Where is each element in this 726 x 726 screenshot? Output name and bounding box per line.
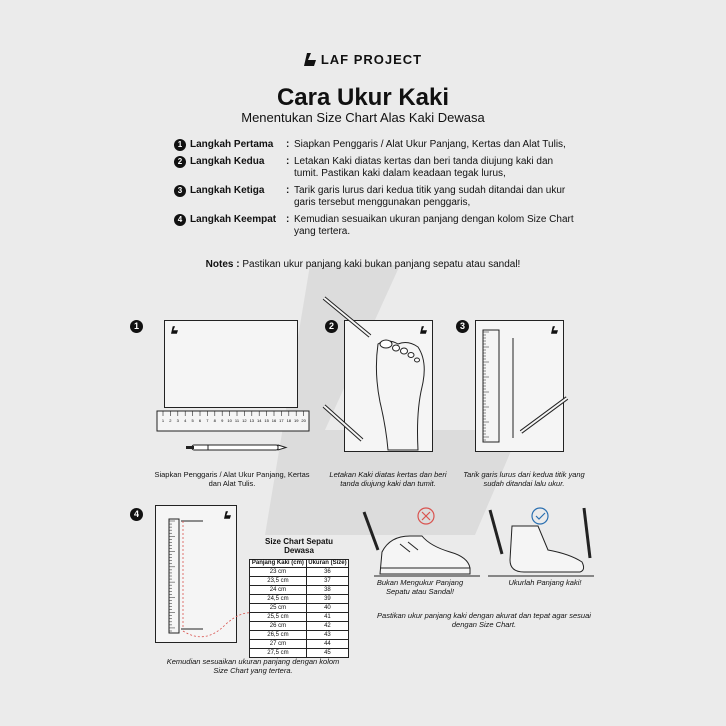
- ruler-tick-label: 14: [256, 418, 262, 423]
- foot-on-paper-illustration: [318, 292, 438, 452]
- step-description: Siapkan Penggaris / Alat Ukur Panjang, Kertas dan Alat Tulis,: [294, 139, 566, 150]
- size-chart-row: [250, 577, 349, 586]
- size-chart-row: [250, 586, 349, 595]
- size-chart-size-cell: 43: [306, 631, 348, 640]
- ruler-tick-label: 2: [169, 418, 172, 423]
- ruler-tick-label: 19: [293, 418, 299, 423]
- size-chart-length-cell: 26 cm: [250, 622, 307, 631]
- step-item: 3 Langkah Ketiga : Tarik garis lurus dari kedua titik yang sudah ditandai dan ukur garis tersebut menggunakan penggaris,: [174, 185, 574, 209]
- right-caption: Ukurlah Panjang kaki!: [508, 578, 582, 587]
- ruler-tick-label: 12: [242, 418, 247, 423]
- panel-1-caption: Siapkan Penggaris / Alat Ukur Panjang, Kertas dan Alat Tulis.: [154, 470, 310, 488]
- size-chart-size-cell: 41: [306, 613, 348, 622]
- step-description: Letakan Kaki diatas kertas dan beri tanda diujung kaki dan tumit. Pastikan kaki dalam keadaan tegak lurus,: [294, 156, 554, 179]
- ruler-measure-illustration: [475, 320, 575, 450]
- pen-icon: [521, 398, 567, 432]
- ruler-tick-label: 16: [271, 418, 277, 423]
- size-chart-row: [250, 640, 349, 649]
- size-chart-title: Size Chart Sepatu Dewasa: [264, 537, 333, 555]
- size-chart-size-cell: 36: [306, 568, 348, 577]
- ruler-tick-label: 6: [198, 418, 202, 423]
- size-chart-header-length: Panjang Kaki (cm): [250, 560, 307, 568]
- panel-1-badge: 1: [130, 320, 143, 333]
- size-chart-table: [249, 559, 349, 658]
- step-name: Langkah Ketiga: [190, 185, 265, 196]
- notes: [0, 259, 726, 270]
- wrong-cross-icon: [418, 508, 434, 524]
- ruler-and-pen-illustration: [156, 410, 312, 470]
- size-chart-row: [250, 631, 349, 640]
- size-chart-row: [250, 568, 349, 577]
- step-number: 1: [174, 139, 186, 151]
- step-description: Tarik garis lurus dari kedua titik yang sudah ditandai dan ukur garis tersebut menggunakan penggaris,: [294, 185, 566, 208]
- size-chart-size-cell: 40: [306, 604, 348, 613]
- arrow-path: [183, 613, 253, 637]
- notes-text: Pastikan ukur panjang kaki bukan panjang sepatu atau sandal!: [242, 259, 521, 270]
- notes-label: Notes :: [205, 259, 240, 270]
- size-chart-length-cell: 26,5 cm: [250, 631, 307, 640]
- ruler-tick-label: 20: [301, 418, 306, 423]
- panel-2-badge: 2: [325, 320, 338, 333]
- ruler-tick-label: 9: [221, 418, 224, 423]
- ruler-tick-label: 8: [213, 418, 216, 423]
- step-number: 4: [174, 214, 186, 226]
- ruler-tick-label: 3: [176, 418, 179, 423]
- size-chart-row: [250, 613, 349, 622]
- steps-list: [174, 139, 574, 243]
- compare-note: Pastikan ukur panjang kaki dengan akurat dan tepat agar sesuai dengan Size Chart.: [377, 611, 591, 629]
- pen-icon: [324, 406, 362, 440]
- foot-icon: [376, 340, 424, 450]
- brand-header: [0, 52, 726, 67]
- step-description: Kemudian sesuaikan ukuran panjang dengan kolom Size Chart yang tertera.: [294, 214, 574, 237]
- ruler-tick-label: 15: [264, 418, 269, 423]
- size-chart-size-cell: 38: [306, 586, 348, 595]
- step-item: 2 Langkah Kedua : Letakan Kaki diatas kertas dan beri tanda diujung kaki dan tumit. Pastikan kaki dalam keadaan tegak lurus,: [174, 156, 574, 180]
- shoe-icon: [380, 536, 470, 574]
- pen-icon: [364, 512, 378, 550]
- size-chart-length-cell: 27,5 cm: [250, 649, 307, 658]
- size-chart-row: [250, 604, 349, 613]
- step-name: Langkah Keempat: [190, 214, 277, 225]
- panel-2-caption: Letakan Kaki diatas kertas dan beri tanda diujung kaki dan tumit.: [329, 470, 447, 488]
- panel-4-caption: Kemudian sesuaikan ukuran panjang dengan kolom Size Chart yang tertera.: [166, 657, 340, 675]
- foot-icon: [510, 526, 584, 572]
- size-chart-length-cell: 27 cm: [250, 640, 307, 649]
- step-number: 2: [174, 156, 186, 168]
- size-chart-size-cell: 39: [306, 595, 348, 604]
- size-chart-header-size: Ukuran (Size): [308, 560, 347, 566]
- panel-3-caption: Tarik garis lurus dari kedua titik yang sudah ditandai lalu ukur.: [463, 470, 585, 488]
- size-chart-size-cell: 44: [306, 640, 348, 649]
- ruler-tick-label: 13: [249, 418, 255, 423]
- ruler-tick-label: 5: [191, 418, 194, 423]
- page-title: Cara Ukur Kaki: [276, 84, 450, 111]
- panel-3-badge: 3: [456, 320, 469, 333]
- size-chart: [249, 537, 349, 658]
- size-chart-length-cell: 25 cm: [250, 604, 307, 613]
- step-number: 3: [174, 185, 186, 197]
- brand-logo-icon: [304, 53, 316, 66]
- paper-logo-icon: [171, 326, 178, 334]
- size-chart-size-cell: 37: [306, 577, 348, 586]
- panel-4-badge: 4: [130, 508, 143, 521]
- pen-icon: [186, 445, 286, 450]
- ruler-tick-label: 10: [227, 418, 232, 423]
- size-chart-length-cell: 23,5 cm: [250, 577, 307, 586]
- ruler-tick-label: 4: [184, 418, 187, 423]
- page-subtitle: Menentukan Size Chart Alas Kaki Dewasa: [241, 110, 485, 125]
- size-chart-row: [250, 595, 349, 604]
- wrong-caption: Bukan Mengukur Panjang Sepatu atau Sandal!: [376, 578, 464, 596]
- ruler-tick-label: 11: [234, 418, 240, 423]
- size-chart-length-cell: 23 cm: [250, 568, 307, 577]
- size-chart-size-cell: 45: [306, 649, 348, 658]
- size-chart-size-cell: 42: [306, 622, 348, 631]
- size-chart-row: [250, 622, 349, 631]
- ruler-tick-label: 7: [206, 418, 209, 423]
- pen-icon: [324, 298, 370, 336]
- ruler-tick-label: 1: [161, 418, 165, 423]
- step-name: Langkah Pertama: [190, 139, 274, 150]
- size-chart-length-cell: 25,5 cm: [250, 613, 307, 622]
- ruler-tick-label: 17: [279, 418, 284, 423]
- step-item: 4 Langkah Keempat : Kemudian sesuaikan ukuran panjang dengan kolom Size Chart yang tertera.: [174, 214, 574, 238]
- step-name: Langkah Kedua: [190, 156, 265, 167]
- correct-check-icon: [532, 508, 548, 524]
- brand-name: LAF PROJECT: [320, 52, 423, 67]
- paper-sheet: [164, 320, 298, 408]
- size-chart-length-cell: 24,5 cm: [250, 595, 307, 604]
- step-item: 1 Langkah Pertama : Siapkan Penggaris / Alat Ukur Panjang, Kertas dan Alat Tulis,: [174, 139, 574, 151]
- size-chart-length-cell: 24 cm: [250, 586, 307, 595]
- ruler-tick-label: 18: [286, 418, 292, 423]
